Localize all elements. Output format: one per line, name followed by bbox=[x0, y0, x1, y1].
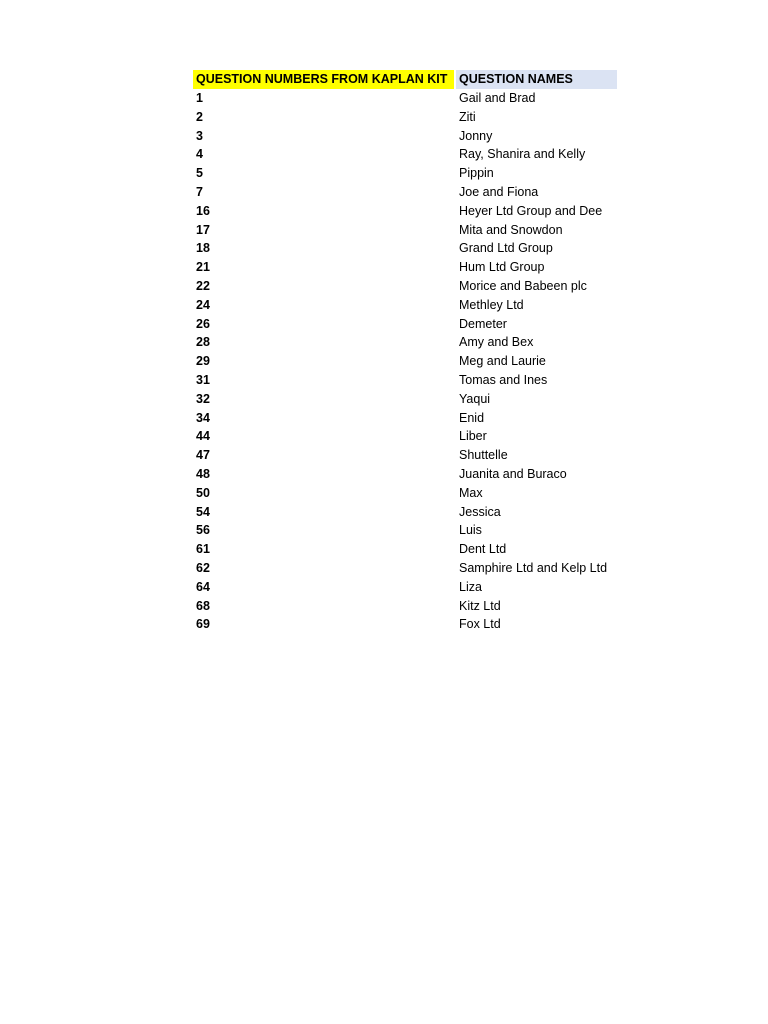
question-number-cell: 54 bbox=[196, 504, 210, 519]
question-number-cell: 68 bbox=[196, 598, 210, 613]
table-row bbox=[193, 409, 617, 428]
question-name-cell: Max bbox=[459, 485, 483, 500]
question-number-cell: 64 bbox=[196, 579, 210, 594]
question-name-cell: Dent Ltd bbox=[459, 542, 507, 557]
question-number-cell: 62 bbox=[196, 560, 210, 575]
table-row bbox=[193, 258, 617, 277]
question-number-cell: 44 bbox=[196, 429, 210, 444]
question-name-cell: Morice and Babeen plc bbox=[459, 278, 587, 293]
question-numbers-header: QUESTION NUMBERS FROM KAPLAN KIT bbox=[193, 70, 454, 89]
question-name-cell: Demeter bbox=[459, 316, 507, 331]
table-row bbox=[193, 89, 617, 108]
question-number-cell: 48 bbox=[196, 466, 210, 481]
table-row bbox=[193, 540, 617, 559]
question-name-cell: Ziti bbox=[459, 109, 476, 124]
question-number-cell: 28 bbox=[196, 335, 210, 350]
table-row bbox=[193, 333, 617, 352]
question-name-cell: Shuttelle bbox=[459, 448, 508, 463]
table-row bbox=[193, 521, 617, 540]
question-name-cell: Mita and Snowdon bbox=[459, 222, 563, 237]
question-number-cell: 34 bbox=[196, 410, 210, 425]
table-row bbox=[193, 145, 617, 164]
table-row bbox=[193, 315, 617, 334]
table-row bbox=[193, 597, 617, 616]
question-name-cell: Meg and Laurie bbox=[459, 354, 546, 369]
question-name-cell: Liber bbox=[459, 429, 487, 444]
table-row bbox=[193, 277, 617, 296]
question-name-cell: Juanita and Buraco bbox=[459, 466, 567, 481]
question-number-cell: 26 bbox=[196, 316, 210, 331]
question-names-header: QUESTION NAMES bbox=[456, 70, 617, 89]
table-row bbox=[193, 390, 617, 409]
table-row bbox=[193, 164, 617, 183]
question-name-cell: Gail and Brad bbox=[459, 91, 536, 105]
question-name-cell: Fox Ltd bbox=[459, 617, 501, 632]
question-name-cell: Hum Ltd Group bbox=[459, 260, 545, 275]
table-row bbox=[193, 446, 617, 465]
question-number-cell: 4 bbox=[196, 147, 203, 162]
table-row bbox=[193, 352, 617, 371]
table-row bbox=[193, 484, 617, 503]
table-header-row bbox=[193, 70, 617, 89]
question-number-cell: 22 bbox=[196, 278, 210, 293]
question-number-cell: 31 bbox=[196, 372, 210, 387]
question-name-cell: Methley Ltd bbox=[459, 297, 524, 312]
question-number-cell: 1 bbox=[196, 91, 203, 105]
table-row bbox=[193, 221, 617, 240]
question-name-cell: Yaqui bbox=[459, 391, 491, 406]
table-row bbox=[193, 127, 617, 146]
question-number-cell: 56 bbox=[196, 523, 210, 538]
question-number-cell: 18 bbox=[196, 241, 210, 256]
question-number-cell: 16 bbox=[196, 203, 210, 218]
question-name-cell: Grand Ltd Group bbox=[459, 241, 553, 256]
question-number-cell: 29 bbox=[196, 354, 210, 369]
question-name-cell: Kitz Ltd bbox=[459, 598, 501, 613]
question-number-cell: 17 bbox=[196, 222, 210, 237]
question-number-cell: 21 bbox=[196, 260, 210, 275]
table-row bbox=[193, 371, 617, 390]
question-name-cell: Joe and Fiona bbox=[459, 184, 539, 199]
question-number-cell: 50 bbox=[196, 485, 210, 500]
question-name-cell: Luis bbox=[459, 523, 482, 538]
question-number-cell: 32 bbox=[196, 391, 210, 406]
question-number-cell: 3 bbox=[196, 128, 203, 143]
question-name-cell: Liza bbox=[459, 579, 482, 594]
table-body bbox=[193, 89, 617, 634]
table-row bbox=[193, 503, 617, 522]
table-row bbox=[193, 296, 617, 315]
question-number-cell: 24 bbox=[196, 297, 210, 312]
question-name-cell: Ray, Shanira and Kelly bbox=[459, 147, 586, 162]
question-name-cell: Pippin bbox=[459, 166, 494, 181]
table-row bbox=[193, 559, 617, 578]
table-row bbox=[193, 239, 617, 258]
table-row bbox=[193, 465, 617, 484]
table-row bbox=[193, 615, 617, 634]
question-number-cell: 2 bbox=[196, 109, 203, 124]
question-name-cell: Samphire Ltd and Kelp Ltd bbox=[459, 560, 608, 575]
question-number-cell: 7 bbox=[196, 184, 203, 199]
table-row bbox=[193, 108, 617, 127]
question-name-cell: Enid bbox=[459, 410, 485, 425]
question-table bbox=[193, 70, 617, 634]
question-name-cell: Amy and Bex bbox=[459, 335, 534, 350]
table-row bbox=[193, 183, 617, 202]
table-row bbox=[193, 578, 617, 597]
question-number-cell: 5 bbox=[196, 166, 203, 181]
question-number-cell: 47 bbox=[196, 448, 210, 463]
question-name-cell: Heyer Ltd Group and Dee bbox=[459, 203, 603, 218]
table-row bbox=[193, 202, 617, 221]
question-name-cell: Tomas and Ines bbox=[459, 372, 548, 387]
question-name-cell: Jessica bbox=[459, 504, 501, 519]
question-number-cell: 69 bbox=[196, 617, 210, 632]
table-row bbox=[193, 427, 617, 446]
question-name-cell: Jonny bbox=[459, 128, 493, 143]
question-number-cell: 61 bbox=[196, 542, 210, 557]
